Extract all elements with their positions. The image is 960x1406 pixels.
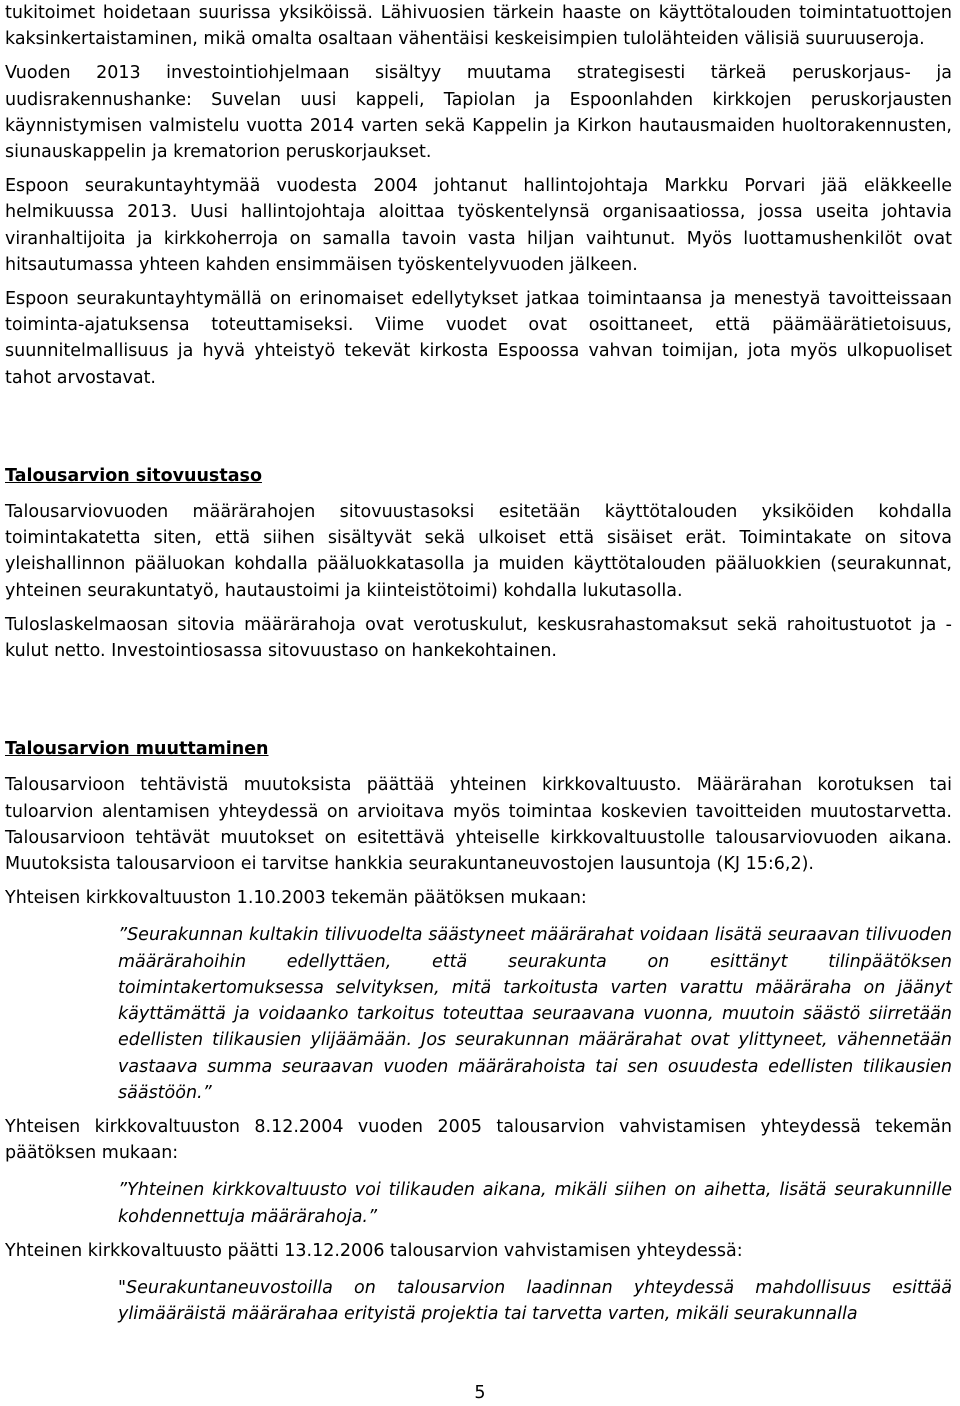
decision-quote-2003: ”Seurakunnan kultakin tilivuodelta säästyneet määrärahat voidaan lisätä seuraavan tilivuoden määrärahoihin edellyttäen, että seurakunta on esittänyt tilinpäätöksen toimintakertomuksessa selvityksen, mitä tarkoitusta varten varattu määräraha on jäänyt käyttämättä ja voidaanko tarkoitus toteuttaa seuraavana vuonna, muutoin säästö siirretään edellisten tilikausien ylijäämään. Jos seurakunnan määrärahat ovat ylittyneet, vähennetään vastaava summa seuraavan vuoden määrärahoista tai sen osuudesta edellisten tilikausien säästöön.” — [118, 925, 952, 1103]
paragraph-outlook: Espoon seurakuntayhtymällä on erinomaiset edellytykset jatkaa toimintaansa ja menestyä tavoitteissaan toiminta-ajatuksensa toteuttamiseksi. Viime vuodet ovat osoittaneet, että päämäärätietoisuus, suunnitelmallisuus ja hyvä yhteistyö tekevät kirkosta Espoossa vahvan toimijan, jota myös ulkopuoliset tahot arvostavat. — [5, 289, 952, 388]
paragraph-binding-level-2: Tuloslaskelmaosan sitovia määrärahoja ovat verotuskulut, keskusrahastomaksut sekä rahoitustuotot ja -kulut netto. Investointiosassa sitovuustaso on hankekohtainen. — [5, 614, 952, 662]
section-heading-budget-amendment: Talousarvion muuttaminen — [5, 739, 269, 760]
paragraph-binding-level-1: Talousarviovuoden määrärahojen sitovuustasoksi esitetään käyttötalouden yksiköiden kohdalla toimintakatetta siten, että siihen sisältyvät sekä ulkoiset että sisäiset erät. Toimintakate on sitova yleishallinnon pääluokan kohdalla pääluokkatasolla ja muiden käyttötalouden pääluokkien (seurakunnat, yhteinen seurakuntatyö, hautaustoimi ja kiinteistötoimi) kohdalla lukutasolla. — [5, 502, 952, 601]
decision-intro-2004: Yhteisen kirkkovaltuuston 8.12.2004 vuoden 2005 talousarvion vahvistamisen yhteydessä tekemän päätöksen mukaan: — [5, 1116, 952, 1164]
document-page — [5, 0, 952, 1327]
decision-quote-2006: "Seurakuntaneuvostoilla on talousarvion laadinnan yhteydessä mahdollisuus esittää ylimääräistä määrärahaa erityistä projektia tai tarvetta varten, mikäli seurakunnalla — [118, 1277, 952, 1325]
page-number: 5 — [474, 1383, 486, 1403]
section-heading-binding-level: Talousarvion sitovuustaso — [5, 465, 262, 486]
decision-quote-2004: ”Yhteinen kirkkovaltuusto voi tilikauden aikana, mikäli siihen on aihetta, lisätä seurakunnille kohdennettuja määrärahoja.” — [118, 1180, 952, 1227]
paragraph-intro-continuation: tukitoimet hoidetaan suurissa yksiköissä. Lähivuosien tärkein haaste on käyttötalouden toimintatuottojen kaksinkertaistaminen, mikä omalta osaltaan vähentäisi keskeisimpien tulolähteiden välisiä suuruuseroja. — [5, 3, 952, 50]
decision-intro-2003: Yhteisen kirkkovaltuuston 1.10.2003 tekemän päätöksen mukaan: — [5, 888, 587, 909]
decision-intro-2006: Yhteinen kirkkovaltuusto päätti 13.12.2006 talousarvion vahvistamisen yhteydessä: — [5, 1240, 743, 1261]
paragraph-administration-change: Espoon seurakuntayhtymää vuodesta 2004 johtanut hallintojohtaja Markku Porvari jää eläkkeelle helmikuussa 2013. Uusi hallintojohtaja aloittaa työskentelynsä organisaatiossa, jossa useita johtavia viranhaltijoita ja kirkkoherroja on samalla tavoin vasta hiljan vaihtunut. Myös luottamushenkilöt ovat hitsautumassa yhteen kahden ensimmäisen työskentelyvuoden jälkeen. — [5, 176, 952, 275]
paragraph-budget-amendment: Talousarvioon tehtävistä muutoksista päättää yhteinen kirkkovaltuusto. Määrärahan korotuksen tai tuloarvion alentamisen yhteydessä on arvioitava myös toimintaa koskevien tavoitteiden muutostarvetta. Talousarvioon tehtävät muutokset on esitettävä yhteiselle kirkkovaltuustolle talousarviovuoden aikana. Muutoksista talousarvioon ei tarvitse hankkia seurakuntaneuvostojen lausuntoja (KJ 15:6,2). — [5, 775, 952, 875]
paragraph-investment-program: Vuoden 2013 investointiohjelmaan sisältyy muutama strategisesti tärkeä peruskorjaus- ja uudisrakennushanke: Suvelan uusi kappeli, Tapiolan ja Espoonlahden kirkkojen peruskorjausten käynnistymisen valmistelu vuotta 2014 varten sekä Kappelin ja Kirkon hautausmaiden huoltorakennusten, siunauskappelin ja krematorion peruskorjaukset. — [5, 63, 952, 163]
